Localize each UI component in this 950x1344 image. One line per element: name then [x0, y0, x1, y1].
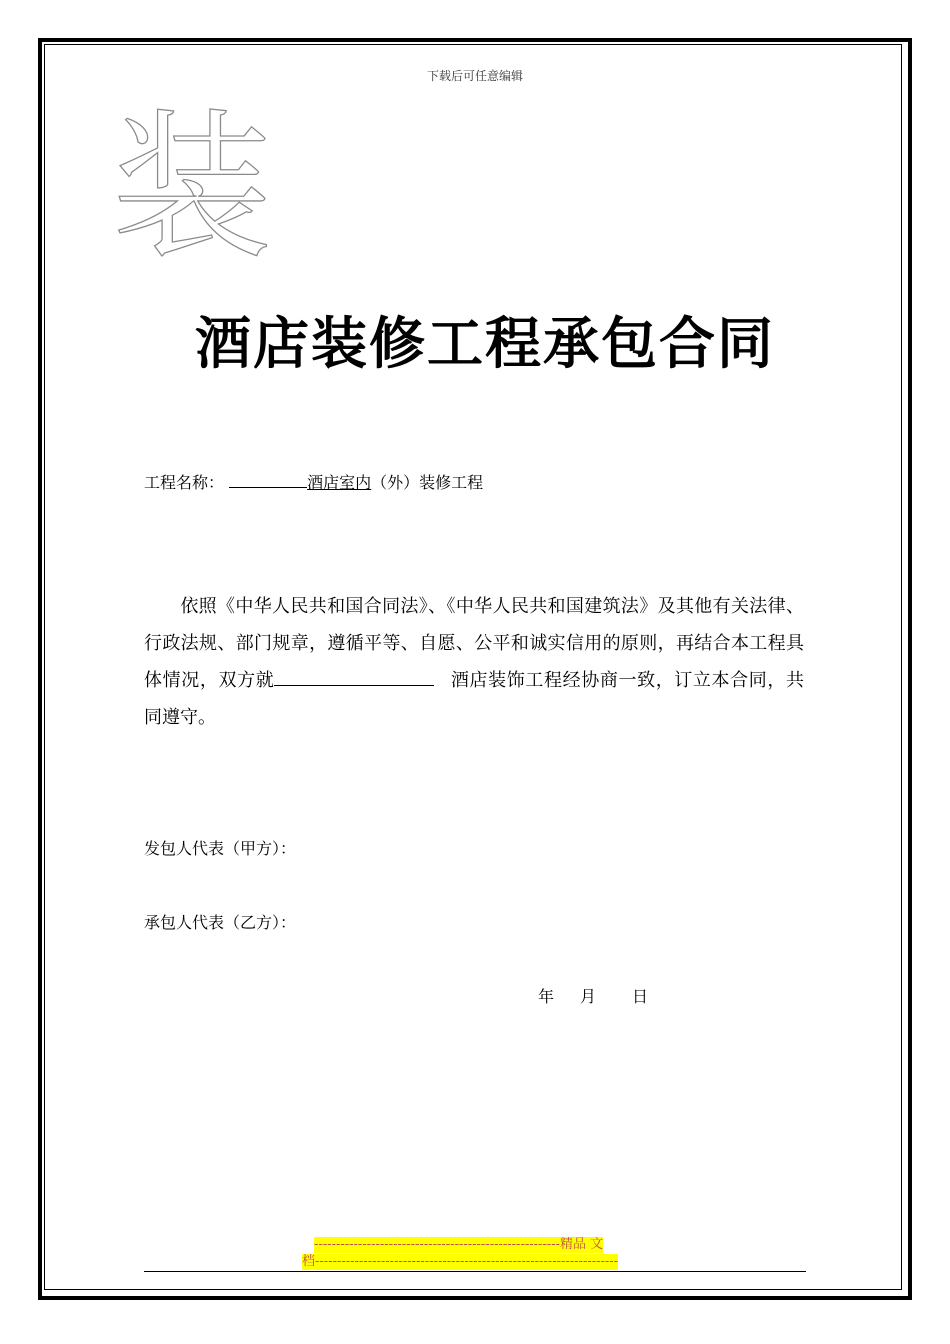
preamble-part-1: 依照《中华人民共和国合同法》、《中华人民共和国建筑法》及其他有关法律、行政法规、部门规章，遵循平等、自愿、公平和诚实信用的原则，再结合本工程具体情况，双方就	[144, 596, 804, 691]
party-b-label: 承包人代表（乙方）：	[144, 913, 297, 932]
date-month: 月	[580, 987, 597, 1006]
footer-highlight-line-1: --------------------------------------------------------精品 文	[314, 1237, 604, 1252]
preamble-fill-blank	[274, 665, 434, 686]
header-note: 下载后可任意编辑	[426, 69, 523, 83]
project-name-underlined: 酒店室内	[307, 473, 372, 492]
decorative-character: 装	[112, 94, 273, 281]
date-year: 年	[538, 987, 555, 1006]
project-name-line	[144, 470, 483, 493]
project-name-label: 工程名称：	[144, 473, 225, 492]
contract-preamble	[144, 588, 804, 736]
date-day: 日	[632, 987, 649, 1006]
project-name-rest: （外）装修工程	[371, 473, 484, 492]
project-name-blank	[229, 473, 307, 488]
footer-rule	[144, 1271, 806, 1272]
preamble-part-2: 酒店装饰工程经协商一致，订立本合同，共同遵守。	[144, 670, 805, 728]
document-title: 酒店装修工程承包合同	[195, 311, 775, 377]
party-a-label: 发包人代表（甲方）：	[144, 839, 297, 858]
footer-highlight-line-2: 档---------------------------------------------------------------------	[302, 1254, 619, 1269]
signing-date	[538, 984, 648, 1007]
